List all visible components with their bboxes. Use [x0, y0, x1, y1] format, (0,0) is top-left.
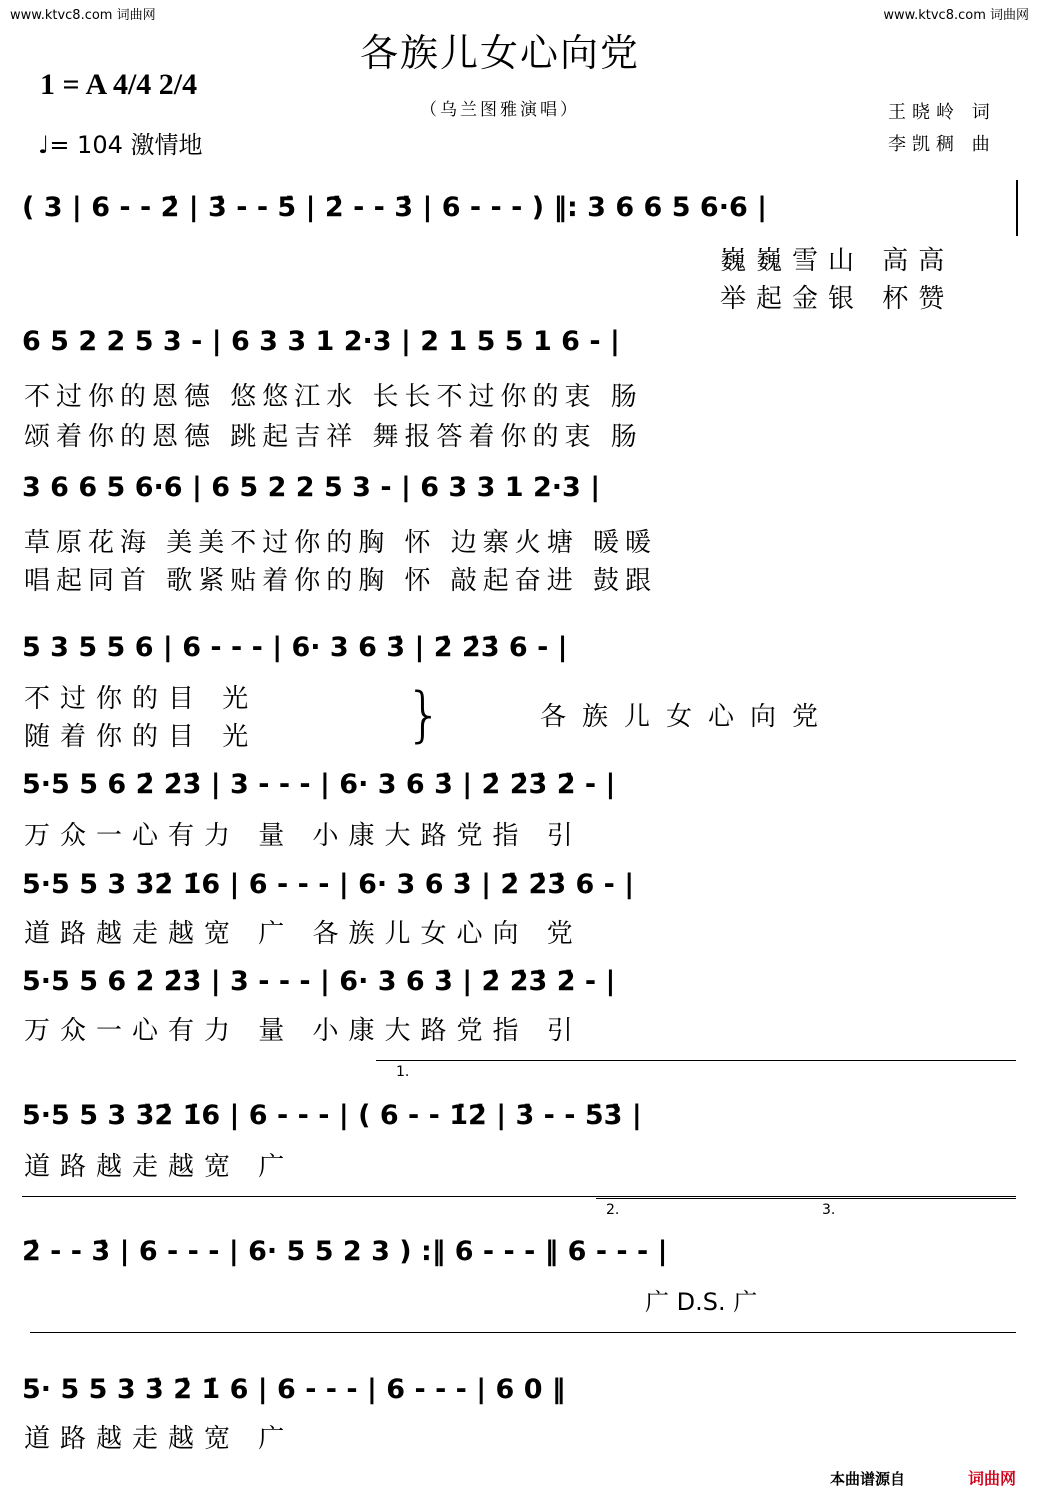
notation-line: 5·5 5 3 3̇2̇ 1̇6 | 6 - - - | 6· 3 6 3̇ | 2̇ 2̇3̇ 6 - |: [22, 869, 635, 900]
notation-line: 5·5 5 6 2̇ 2̇3̇ | 3 - - - | 6· 3 6 3̇ | 2̇ 2̇3̇ 2̇ - |: [22, 966, 616, 997]
watermark-right: www.ktvc8.com 词曲网: [883, 8, 1029, 23]
chorus-lyric: 各族儿女心向党: [540, 702, 835, 732]
lyric-line: 广 D.S. 广: [645, 1288, 758, 1316]
performer-subtitle: （乌兰图雅演唱）: [420, 100, 580, 120]
tempo-marking: ♩= 104 激情地: [38, 131, 203, 159]
notation-line: 6 5 2 2 5 3 - | 6 3 3 1 2·3 | 2 1 5 5 1 6 - |: [22, 326, 620, 357]
song-title: 各族儿女心向党: [360, 31, 641, 75]
key-signature: 1 = A 4/4 2/4: [40, 68, 198, 101]
notation-line: ( 3 | 6 - - 2̇ | 3̇ - - 5̇ | 2̇ - - 3̇ | 6 - - - ) ‖: 3 6 6 5 6·6 |: [22, 192, 768, 223]
lyric-verse-2: 随着你的目 光: [24, 722, 259, 752]
lyric-verse-1: 巍巍雪山 高高: [720, 246, 955, 276]
brand-logo: 词曲网: [968, 1469, 1017, 1488]
watermark-left: www.ktvc8.com 词曲网: [10, 8, 156, 23]
lyric-verse-2: 唱起同首 歌紧贴着你的胸 怀 敲起奋进 鼓跟: [24, 566, 658, 596]
lyric-line: 万众一心有力 量 小康大路党指 引: [24, 821, 583, 851]
lyric-verse-2: 举起金银 杯赞: [720, 284, 955, 314]
composer-credit: 李凯稠 曲: [888, 134, 996, 155]
notation-line: 5·5 5 6 2̇ 2̇3̇ | 3 - - - | 6· 3 6 3̇ | 2̇ 2̇3̇ 2̇ - |: [22, 769, 616, 800]
volta-3-label: 3.: [822, 1202, 836, 1218]
volta-bracket: [376, 1060, 1016, 1061]
lyric-verse-1: 草原花海 美美不过你的胸 怀 边寨火塘 暖暖: [24, 528, 658, 558]
volta-bracket: [596, 1198, 1016, 1199]
lyricist-credit: 王晓岭 词: [888, 102, 996, 123]
lyric-line: 道路越走越宽 广: [24, 1424, 295, 1454]
system-divider: [22, 1196, 1016, 1197]
lyric-verse-1: 不过你的目 光: [24, 684, 259, 714]
notation-line: 5· 5 5 3 3̇ 2̇ 1̇ 6 | 6 - - - | 6 - - - | 6 0 ‖: [22, 1374, 566, 1405]
lyric-verse-2: 颂着你的恩德 跳起吉祥 舞报答着你的衷 肠: [24, 422, 643, 452]
notation-line: 5·5 5 3 3̇2̇ 1̇6 | 6 - - - | ( 6 - - 1̇2̇ | 3̇ - - 5̇3̇ |: [22, 1100, 642, 1131]
lyric-verse-1: 不过你的恩德 悠悠江水 长长不过你的衷 肠: [24, 382, 643, 412]
notation-line: 2̇ - - 3̇ | 6 - - - | 6· 5 5 2 3 ) :‖ 6 - - - ‖ 6 - - - |: [22, 1236, 668, 1267]
lyric-line: 道路越走越宽 广 各族儿女心向 党: [24, 919, 583, 949]
barline: [1016, 180, 1018, 236]
system-divider: [30, 1332, 1016, 1333]
lyric-line: 道路越走越宽 广: [24, 1152, 295, 1182]
source-note: 本曲谱源自: [830, 1470, 906, 1488]
volta-1-label: 1.: [396, 1064, 410, 1080]
verse-brace: }: [405, 680, 444, 750]
lyric-line: 万众一心有力 量 小康大路党指 引: [24, 1016, 583, 1046]
notation-line: 5 3 5 5 6 | 6 - - - | 6· 3 6 3̇ | 2̇ 2̇3̇ 6 - |: [22, 632, 568, 663]
notation-line: 3 6 6 5 6·6 | 6 5 2 2 5 3 - | 6 3 3 1 2·3 |: [22, 472, 601, 503]
volta-2-label: 2.: [606, 1202, 620, 1218]
